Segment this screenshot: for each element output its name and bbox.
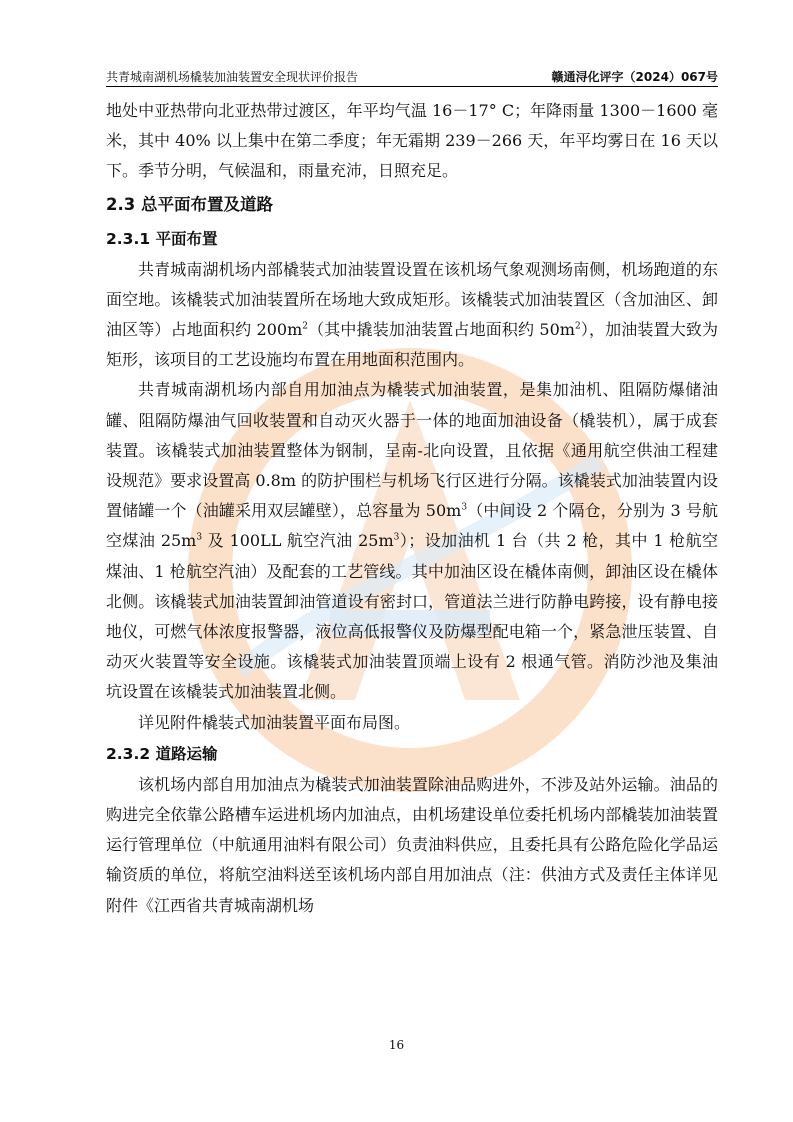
paragraph-equipment-part-a: 共青城南湖机场内部自用加油点为橇装式加油装置，是集加油机、阻隔防爆储油罐、阻隔防爆油气回收装置和自动灭火器于一体的地面加油设备（橇装机），属于成套装置。该橇装式加油装置整体为钢制，呈南-北向设置，且依据《通用航空供油工程建设规范》要求设置高 0.8m 的防护围栏与机场飞行区进行分隔。该橇装式加油装置内设置储罐一个（油罐采用双层罐壁），总容量为 50m [106, 380, 718, 521]
paragraph-road-transport: 该机场内部自用加油点为橇装式加油装置除油品购进外，不涉及站外运输。油品的购进完全依靠公路槽车运进机场内加油点，由机场建设单位委托机场内部橇装加油装置运行管理单位（中航通用油料有限公司）负责油料供应，且委托具有公路危险化学品运输资质的单位，将航空油料送至该机场内部自用加油点（注：供油方式及责任主体详见附件《江西省共青城南湖机场 [106, 774, 718, 915]
paragraph-equipment-part-d: ）；设加油机 1 台（共 2 枪，其中 1 枪航空煤油、1 枪航空汽油）及配套的工艺管线。其中加油区设在橇体南侧，卸油区设在橇体北侧。该橇装式加油装置卸油管道设有密封口，管道法兰进行防静电跨接，设有静电接地仪，可燃气体浓度报警器，液位高低报警仪及防爆型配电箱一个，紧急泄压装置、自动灭火装置等安全设施。该橇装式加油装置顶端上设有 2 根通气管。消防沙池及集油坑设置在该橇装式加油装置北侧。 [106, 531, 718, 702]
document-body [106, 96, 718, 921]
paragraph-layout-part-b: （其中撬装加油装置占地面积约 50m [307, 320, 575, 340]
paragraph-equipment [106, 375, 718, 707]
superscript: 3 [461, 502, 468, 513]
superscript: 2 [574, 321, 581, 332]
section-heading-2-3: 2.3 总平面布置及道路 [106, 194, 273, 214]
paragraph-layout-part-a: 共青城南湖机场内部橇装式加油装置设置在该机场气象观测场南侧，机场跑道的东面空地。该橇装式加油装置所在场地大致成矩形。该橇装式加油装置区（含加油区、卸油区等）占地面积约 200m [106, 259, 718, 340]
superscript: 2 [302, 321, 308, 332]
paragraph-equipment-part-c: 及 100LL 航空汽油 25m [202, 531, 394, 551]
paragraph-layout [106, 255, 718, 376]
superscript: 3 [196, 533, 203, 544]
header-report-number: 赣通浔化评字（2024）067号 [551, 70, 718, 84]
paragraph-equipment-part-b: （中间设 2 个隔仓，分别为 3 号航空煤油 25m [106, 501, 718, 551]
superscript: 3 [393, 533, 400, 544]
section-heading-2-3-1: 2.3.1 平面布置 [106, 229, 218, 248]
paragraph-see-attachment: 详见附件橇装式加油装置平面布局图。 [138, 712, 411, 732]
page-number: 16 [388, 1038, 405, 1052]
section-heading-2-3-2: 2.3.2 道路运输 [106, 744, 218, 763]
header-report-title: 共青城南湖机场橇装加油装置安全现状评价报告 [106, 70, 359, 84]
page-header [106, 70, 718, 87]
paragraph-layout-part-c: ），加油装置大致为矩形，该项目的工艺设施均布置在用地面积范围内。 [106, 320, 718, 370]
paragraph-climate: 地处中亚热带向北亚热带过渡区，年平均气温 16－17° C；年降雨量 1300－1600 毫米，其中 40% 以上集中在第二季度；年无霜期 239－266 天，年平均雾日在 16 天以下。季节分明，气候温和，雨量充沛，日照充足。 [106, 101, 718, 181]
